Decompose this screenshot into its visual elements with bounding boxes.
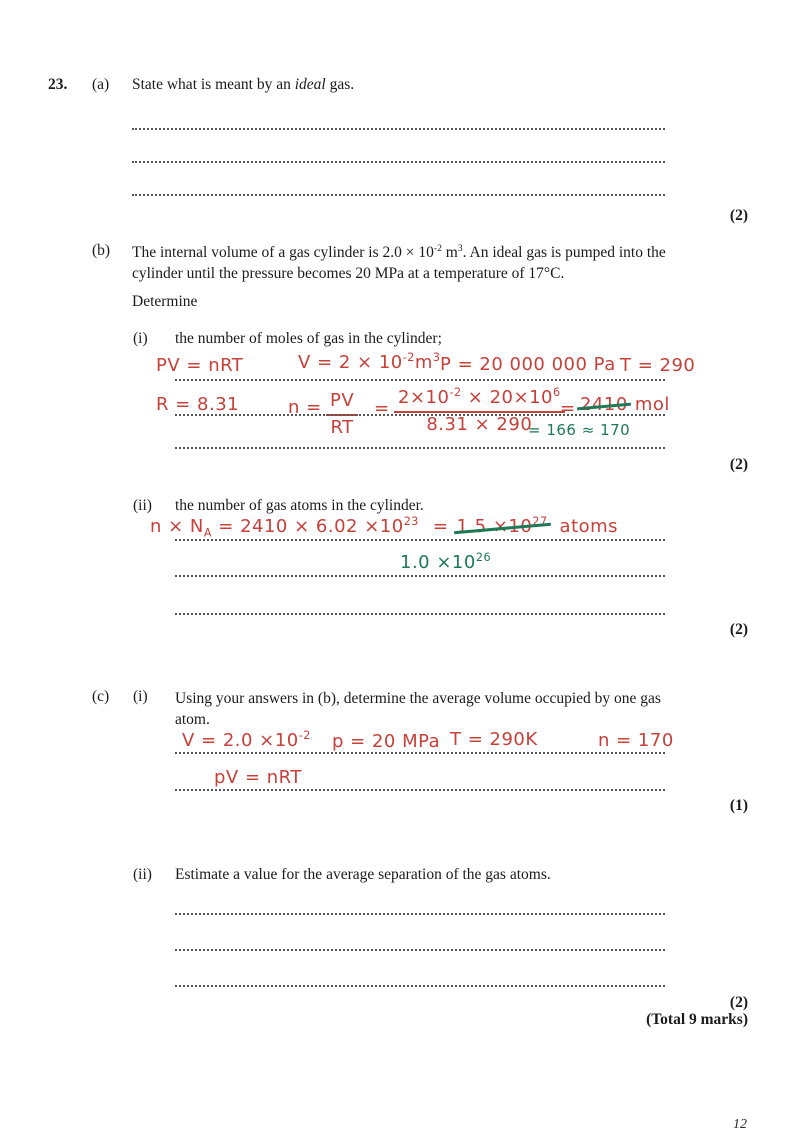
part-b-intro-line2: cylinder until the pressure becomes 20 MPa at a temperature of 17°C. [132,265,565,282]
part-c-ii-prompt: Estimate a value for the average separation of the gas atoms. [175,866,551,883]
answer-line [132,194,665,196]
page-number: 12 [733,1117,747,1132]
numerator-exponent2: 6 [553,386,561,399]
wrong-answer-exponent: 27 [532,515,548,528]
part-b-intro-sup2: 3 [457,242,463,254]
answer-line [132,128,665,130]
answer-line [175,613,665,615]
answer-line [175,789,665,791]
fraction-denominator: RT [330,416,354,438]
answer-line [175,752,665,754]
atoms-mid: = 2410 × 6.02 ×10 [212,516,404,537]
volume-exponent: -2 [402,351,415,364]
part-b-intro-seg2: m [441,244,458,261]
handwritten-wrong-answer [580,395,670,416]
handwritten-volume-value [298,353,441,374]
fraction-numerator: PV [326,391,358,416]
handwritten-equals-sign: = [374,398,390,419]
marks-part-a: (2) [729,207,748,224]
handwritten-c-pressure: p = 20 MPa [332,731,441,752]
handwritten-c-moles: n = 170 [598,730,674,751]
answer-line [175,447,665,449]
part-b-intro-seg3: . An ideal gas is pumped into the [462,244,666,261]
part-b-i-prompt: the number of moles of gas in the cylinder; [175,330,442,347]
volume-unit-exponent: 3 [432,351,441,364]
struck-value [457,517,548,538]
corrected-value: 1.0 ×10 [400,552,476,573]
handwritten-c-temperature: T = 290K [450,729,538,750]
total-marks: (Total 9 marks) [646,1011,748,1028]
numerator-exponent1: -2 [449,386,462,399]
numerator-seg2: × 20×10 [461,387,553,408]
part-b-determine: Determine [132,293,198,310]
handwritten-equals-sign: = [560,398,576,419]
fraction-numerator [394,388,565,413]
handwritten-pressure-value: P = 20 000 000 Pa [440,354,616,375]
handwritten-temperature-value: T = 290 [620,355,696,376]
atoms-mid-exponent: 23 [403,515,419,528]
volume-base: V = 2 × 10 [298,352,403,373]
volume-exponent: -2 [298,729,311,742]
marks-part-c-ii: (2) [729,994,748,1011]
numerator-seg1: 2×10 [398,387,450,408]
part-b-i-label: (i) [133,330,148,347]
struck-value: 2410 [580,394,628,415]
wrong-answer: 1.5 ×10 [456,516,533,537]
handwritten-c-equation: pV = nRT [214,767,302,788]
marker-correction-atoms [400,553,491,574]
handwritten-gas-constant: R = 8.31 [156,394,240,415]
answer-line [175,414,665,416]
marker-correction-moles: = 166 ≈ 170 [528,421,631,439]
part-b-intro-sup1: -2 [433,242,442,254]
part-a-label: (a) [92,76,110,93]
part-a-prompt-start: State what is meant by an [132,76,295,93]
part-b-ii-label: (ii) [133,497,152,514]
handwritten-atoms-calculation [150,517,618,538]
answer-unit: mol [634,394,670,415]
part-b-label: (b) [92,242,111,259]
part-c-label: (c) [92,688,110,705]
volume-unit: m [414,352,433,373]
question-number: 23. [48,76,68,93]
prompt-line2: atom. [175,711,210,728]
corrected-exponent: 26 [475,551,492,564]
marks-part-b-i: (2) [729,456,748,473]
answer-line [175,985,665,987]
marks-part-c-i: (1) [729,797,748,814]
answer-line [175,913,665,915]
handwritten-c-volume [182,731,311,752]
marks-part-b-ii: (2) [729,621,748,638]
part-a-prompt-end: gas. [325,76,355,93]
part-c-i-prompt [175,688,685,730]
avogadro-subscript: A [203,526,213,540]
part-b-intro-seg1: The internal volume of a gas cylinder is 2.0 × 10 [132,244,434,261]
part-b-intro [132,242,712,284]
prompt-line1: Using your answers in (b), determine the average volume occupied by one gas [175,690,661,707]
part-b-ii-prompt: the number of gas atoms in the cylinder. [175,497,424,514]
answer-line [132,161,665,163]
atoms-lead: n × N [150,516,204,537]
volume-base: V = 2.0 ×10 [182,730,299,751]
part-a-prompt [132,76,354,94]
answer-line [175,575,665,577]
part-c-i-label: (i) [133,688,148,705]
answer-unit: atoms [559,516,619,537]
equals-sign: = [432,516,449,537]
answer-line [175,539,665,541]
answer-line [175,379,665,381]
handwritten-n-equals: n = [288,397,322,418]
part-a-prompt-italic: ideal [294,76,326,93]
handwritten-equation-pv-nrt: PV = nRT [156,355,244,376]
part-c-ii-label: (ii) [133,866,152,883]
answer-line [175,949,665,951]
fraction-denominator: 8.31 × 290 [426,413,533,435]
